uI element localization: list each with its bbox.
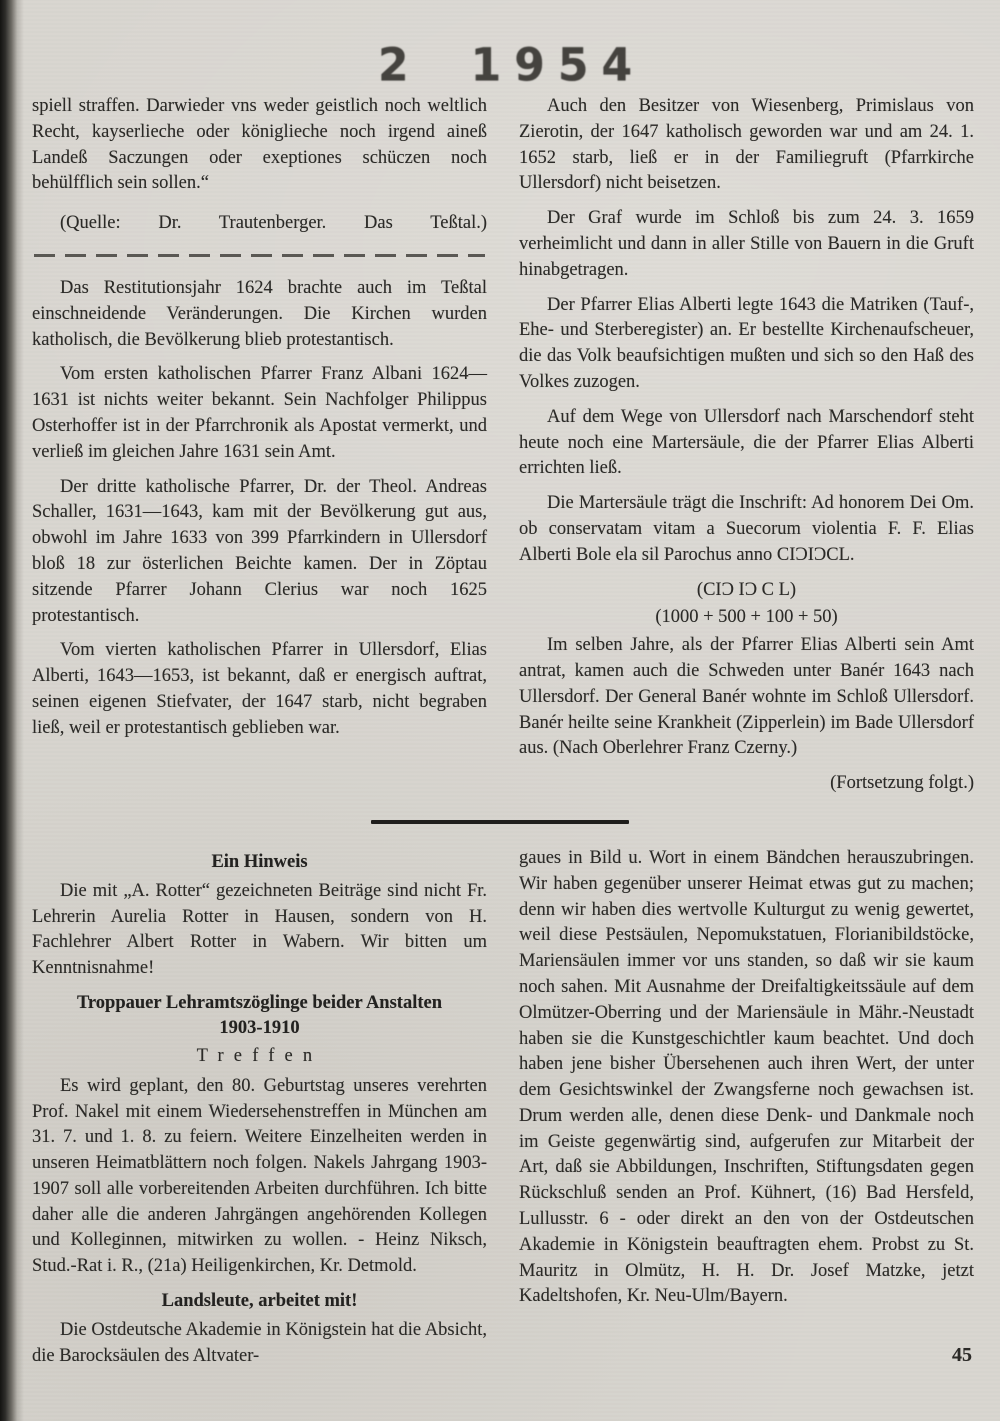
top-left-column xyxy=(32,94,487,751)
page-number: 45 xyxy=(952,1344,972,1366)
paragraph: Der dritte katholische Pfarrer, Dr. der Theol. Andreas Schaller, 1631—1643, kam mit der Bevölkerung gut aus, obwohl im Jahre 1633 von 399 Pfarrkindern in Ullersdorf bloß 18 zur österlichen Beichte kamen. Der in Zöptau sitzende Pfarrer Johann Clerius war noch 1625 protestantisch. xyxy=(32,476,487,626)
paragraph: spiell straffen. Darwieder vns weder geistlich noch weltlich Recht, kayserlieche oder königlieche noch irgend aineß Landeß Saczungen oder exeptiones schüczen noch behülfflich sein sollen.“ xyxy=(32,96,487,194)
top-article-columns xyxy=(0,88,1000,806)
continuation-note: (Fortsetzung folgt.) xyxy=(830,773,974,794)
inscription-numeric-sum: (1000 + 500 + 100 + 50) xyxy=(655,607,838,628)
paragraph: Auf dem Wege von Ullersdorf nach Marschendorf steht heute noch eine Martersäule, die der Pfarrer Elias Alberti errichten ließ. xyxy=(519,406,974,479)
paragraph: Der Pfarrer Elias Alberti legte 1643 die Matriken (Tauf-, Ehe- und Sterberegister) an. Er bestellte Kirchenaufscheuer, die das Volk beaufsichtigen mußten und sich so den Haß des Volkes zuzogen. xyxy=(519,294,974,392)
inscription-roman-numerals: (CIƆ IƆ C L) xyxy=(696,579,797,600)
meeting-heading-line2: 1903-1910 xyxy=(219,1017,300,1038)
meeting-heading-line1: Troppauer Lehramtszöglinge beider Anstalten xyxy=(76,992,443,1013)
stamp-issue-number: 2 xyxy=(378,38,409,92)
bottom-section-columns xyxy=(0,840,1000,1379)
paragraph: Der Graf wurde im Schloß bis zum 24. 3. 1659 verheimlicht und dann in aller Stille von Bauern in die Gruft hinabgetragen. xyxy=(519,208,974,280)
paragraph: Vom ersten katholischen Pfarrer Franz Albani 1624—1631 ist nichts weiter bekannt. Sein Nachfolger Philippus Osterhoffer ist in der Pfarrchronik als Apostat vermerkt, und verließ im gleichen Jahre 1631 sein Amt. xyxy=(32,364,487,462)
top-right-column xyxy=(519,94,974,806)
paragraph: Das Restitutionsjahr 1624 brachte auch im Teßtal einschneidende Veränderungen. Die Kirchen wurden katholisch, die Bevölkerung blieb protestantisch. xyxy=(32,277,487,350)
bottom-left-column xyxy=(32,846,487,1379)
stamp-year: 1954 xyxy=(470,38,646,92)
source-line: (Quelle: Dr. Trautenberger. Das Teßtal.) xyxy=(60,213,487,234)
appeal-heading: Landsleute, arbeitet mit! xyxy=(161,1291,358,1312)
paragraph: Im selben Jahre, als der Pfarrer Elias Alberti sein Amt antrat, kamen auch die Schweden unter Banér 1643 nach Ullersdorf. Der General Banér wohnte im Schloß Ullersdorf. Banér heilte seine Krankheit (Zipperlein) im Bade Ullersdorf aus. (Nach Oberlehrer Franz Czerny.) xyxy=(519,635,974,759)
header-stamp xyxy=(0,0,1000,92)
hint-heading: Ein Hinweis xyxy=(211,851,308,872)
paragraph: Vom vierten katholischen Pfarrer in Ullersdorf, Elias Alberti, 1643—1653, ist bekannt, daß er energisch auftrat, seinen eigenen Stiefvater, der 1647 starb, nicht begraben ließ, weil er protestantisch geblieben war. xyxy=(32,640,487,738)
section-divider-rule xyxy=(371,820,629,824)
dashed-divider xyxy=(34,254,485,257)
bottom-right-column xyxy=(519,846,974,1319)
paragraph: Auch den Besitzer von Wiesenberg, Primislaus von Zierotin, der 1647 katholisch geworden war und am 24. 1. 1652 starb, ließ er in der Familiegruft (Pfarrkirche Ullersdorf) nicht beisetzen. xyxy=(519,96,974,194)
paragraph: Die Martersäule trägt die Inschrift: Ad honorem Dei Om. ob conservatam vitam a Suecorum violentia F. F. Elias Alberti Bole ela sil Parochus anno CIƆIƆCL. xyxy=(519,493,974,565)
meeting-subheading: Treffen xyxy=(196,1045,323,1066)
paragraph: Die mit „A. Rotter“ gezeichneten Beiträge sind nicht Fr. Lehrerin Aurelia Rotter in Hausen, sondern von H. Fachlehrer Albert Rotter in Wabern. Wir bitten um Kenntnisnahme! xyxy=(32,880,487,979)
paragraph: gaues in Bild u. Wort in einem Bändchen herauszubringen. Wir haben gegenüber unserer Heimat etwas gut zu machen; denn wir haben dies wertvolle Kulturgut zu wenig gewertet, weil diese Pestsäulen, Nepomukstatuen, Florianibildstöcke, Mariensäulen immer vor uns standen, so daß wir sie kaum noch sahen. Mit Ausnahme der Dreifaltigkeitssäule auf dem Olmützer-Oberring und der Mariensäule in Mähr.-Neustadt haben sie die Kunstgeschichtler kaum beachtet. Und doch haben jene bisher Übersehenen auch ihren Wert, der unter dem Gesichtswinkel der Zwangsferne noch gewachsen ist. Drum werden alle, denen diese Denk- und Dankmale noch im Geiste gegenwärtig sind, aufgerufen zur Mitarbeit der Art, daß sie Abbildungen, Inschriften, Stiftungsdaten gegen Rückschluß senden an Prof. Kühnert, (16) Bad Hersfeld, Lullusstr. 6 - oder direkt an den von der Ostdeutschen Akademie in Königstein beauftragten ehem. Probst zu St. Mauritz in Olmütz, H. H. Dr. Josef Matzke, jetzt Kadeltshofen, Kr. Neu-Ulm/Bayern. xyxy=(519,847,974,1307)
paragraph: Es wird geplant, den 80. Geburtstag unseres verehrten Prof. Nakel mit einem Wiedersehenstreffen in München am 31. 7. und 1. 8. zu feiern. Weitere Einzelheiten werden in unseren Heimatblättern noch folgen. Nakels Jahrgang 1903-1907 soll alle vorbereitenden Arbeiten durchführen. Ich bitte daher alle die anderen Jahrgängen angehörenden Kollegen und Kolleginnen, mitwirken zu wollen. - Heinz Niksch, Stud.-Rat i. R., (21a) Heiligenkirchen, Kr. Detmold. xyxy=(32,1075,487,1277)
paragraph: Die Ostdeutsche Akademie in Königstein hat die Absicht, die Barocksäulen des Altvater- xyxy=(32,1319,487,1366)
